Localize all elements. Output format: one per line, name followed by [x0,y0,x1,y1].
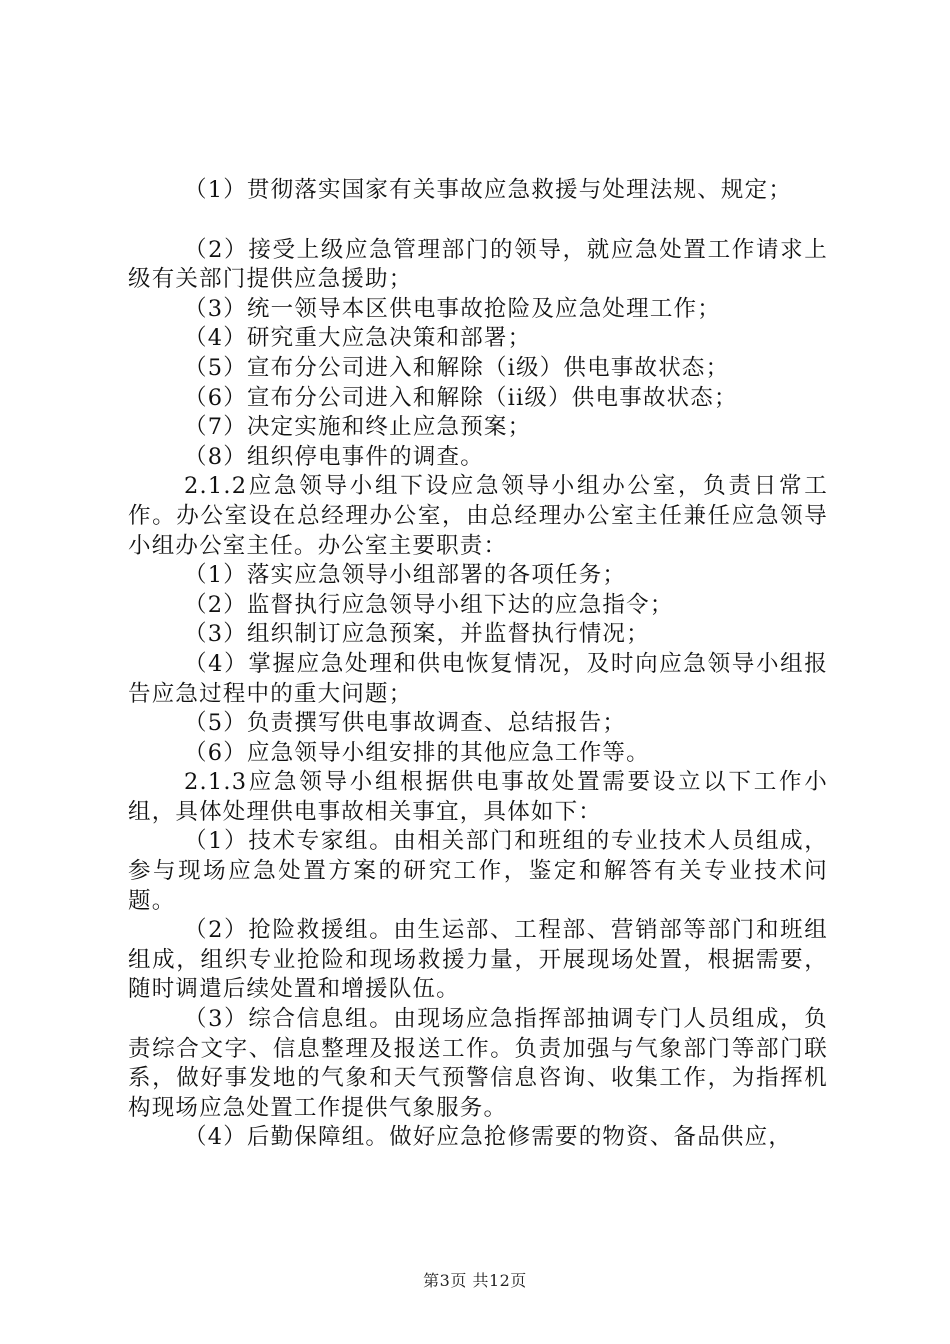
paragraph: （8）组织停电事件的调查。 [184,443,484,470]
paragraph: （1）技术专家组。由相关部门和班组的专业技术人员组成，参与现场应急处置方案的研究工作，鉴定和解答有关专业技术问题。 [128,828,828,914]
paragraph: （6）应急领导小组安排的其他应急工作等。 [184,739,650,766]
paragraph: （3）综合信息组。由现场应急指挥部抽调专门人员组成，负责综合文字、信息整理及报送工作。负责加强与气象部门等部门联系，做好事发地的气象和天气预警信息咨询、收集工作，为指挥机构现场应急处置工作提供气象服务。 [128,1006,828,1121]
paragraph: （3）统一领导本区供电事故抢险及应急处理工作； [184,295,721,322]
paragraph: （2）监督执行应急领导小组下达的应急指令； [184,591,674,618]
page-number-footer: 第3页 共12页 [423,1271,527,1290]
paragraph: （5）宣布分公司进入和解除（i级）供电事故状态； [184,354,730,381]
paragraph: （2）接受上级应急管理部门的领导，就应急处置工作请求上级有关部门提供应急援助； [128,236,828,293]
paragraph: （2）抢险救援组。由生运部、工程部、营销部等部门和班组组成，组织专业抢险和现场救援力量，开展现场处置，根据需要，随时调遣后续处置和增援队伍。 [128,917,828,1003]
paragraph: （1）落实应急领导小组部署的各项任务； [184,562,627,589]
paragraph: （4）后勤保障组。做好应急抢修需要的物资、备品供应， [184,1124,793,1151]
paragraph: （7）决定实施和终止应急预案； [184,414,532,441]
paragraph: （5）负责撰写供电事故调查、总结报告； [184,710,627,737]
paragraph: （6）宣布分公司进入和解除（ii级）供电事故状态； [184,384,738,411]
section-paragraph: 2.1.3应急领导小组根据供电事故处置需要设立以下工作小组，具体处理供电事故相关事宜，具体如下： [128,769,828,825]
paragraph: （3）组织制订应急预案，并监督执行情况； [184,621,650,648]
document-body [128,176,828,1153]
paragraph: （1）贯彻落实国家有关事故应急救援与处理法规、规定； [184,177,793,203]
section-paragraph: 2.1.2应急领导小组下设应急领导小组办公室，负责日常工作。办公室设在总经理办公室，由总经理办公室主任兼任应急领导小组办公室主任。办公室主要职责： [128,473,828,559]
paragraph: （4）掌握应急处理和供电恢复情况，及时向应急领导小组报告应急过程中的重大问题； [128,650,828,707]
paragraph: （4）研究重大应急决策和部署； [184,325,532,352]
